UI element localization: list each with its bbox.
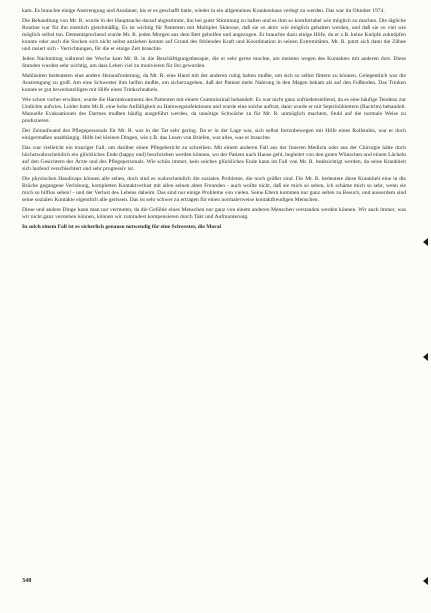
paragraph-9: Diese und andere Dinge kann man nur vermuten, da die Gefühle eines Menschen nur ganz von einem anderen Menschen verstanden werden können. Wir auch immer, was wir nicht ganz verstehen können, können wir zumindest kompensieren durch Takt und Aufmunterung.	[22, 206, 406, 220]
paragraph-3: Jeden Nachmittag während der Woche kam Mr. R. in die Beschäftigungstherapie, die er sehr gerne mochte, am meisten wegen des Kontaktes mit anderen dort. Diese Stunden wurden sehr wichtig, um dass Leben viel zu motivieren für ihn geworden.	[22, 55, 406, 69]
page-number: 348	[22, 577, 32, 584]
margin-tab-mark	[423, 577, 428, 585]
paragraph-10: In solch einem Fall ist es sicherlich genauso notwendig für eine Schwester, die Moral	[22, 223, 222, 230]
paragraph-6: Der Zeitaufwand des Pflegepersonals für Mr. R. war in der Tat sehr gering. Da er in der Lage war, sich selbst fortzubewegen mit Hilfe eines Rollstuhls, war er doch einigermaßen unabhängig. Hilfe bei kleinen Dingen, wie z.B. das Lesen von Briefen, war alles, was er brauchte.	[22, 127, 406, 141]
margin-tab-mark	[423, 353, 428, 361]
paragraph-8: Die physischen Handicaps können alle sehen, doch sind es wahrscheinlich die sozialen Probleme, die noch größer sind. Für Mr. R. bedeutete diese Krankheit eine in die Brüche gegangene Verlobung, kompletten Kontaktverlust mit allen seinen alten Freunden - auch wollte nicht, daß sie mich so sehen, ich schäme mich so sehr, wenn sie mich so hilflos sehen! - und der Verlust des Lebens daheim. Das sind nur einige Probleme von vielen. Seine Eltern kommen nur ganz selten zu Besuch, und ausserdem sind seine sozialen Kontakte eigentlich alle gerissen. Das ist sehr schwer zu ertragen für einen normalerweise kontaktfreudigen Menschen.	[22, 175, 406, 203]
paragraph-4: Mahlzeiten bedeuteten eine andere Herausforderung, da Mr. R. eine Hand mit der anderen ruhig halten mußte, um sich so selbst füttern zu können. Gelegentlich war die Anstrengung zu groß. Am eine Schwester ihm helfen mußte, um sicherzugehen, daß der Patient mehr Nahrung in den Magen bekam als auf den Fußboden. Das Trinken konnte er gut bewerkstelligen mit Hilfe eines Trinkschnabels.	[22, 72, 406, 93]
body-text	[22, 8, 406, 234]
margin-tab-mark	[423, 238, 428, 246]
paragraph-2: Die Behandlung von Mr. R. wurde in der Hauptsache darauf abgestimmt, ihn bei guter Stimmung zu halten und es ihm so komfortabel wie möglich zu machen. Die tägliche Routine war für ihn ziemlich gleichmäßig. Es ist wichtig für Patienten mit Multipler Sklerose, daß sie so aktiv wie möglich gehalten werden, und daß sie so viel wie möglich selbst tun. Dementsprechend wurde Mr. R. jeden Morgen aus dem Bett geholfen und angezogen. Er brauchte dazu einige Hilfe, da er z.B. keine Knöpfe zuknöpfen konnte oder auch die Socken sich nicht selbst anziehen konnte auf Grund des fehlenden Kraft und Koordination in seinen Extremitäten. Mr. R. putzt sich dann die Zähne und rasiert sich - Verrichtungen, für die er einige Zeit brauchte.	[22, 18, 406, 52]
paragraph-1: kam. Es brauchte einige Anstrengung und Ausdauer, bis er es geschafft hatte, wieder in ein allgemeines Krankenhaus verlegt zu werden. Das war im Oktober 1974.	[22, 8, 385, 14]
paragraph-5: Wie schon vorher erwähnt, wurde die Harninkontinenz des Patienten mit einem Gummiurinal behandelt. Es war nicht ganz zufriedenstellend, da es eine häufige Tendenz zur Undichte aufwies. Leider hatte Mr.R. eine hohe Anfälligkeit zu Harnwegsinfektionen und wurde eine solche auftrat, dann wurde er mit Septrinüblettern (Bactrim) behandelt. Manuelle Evakuationen des Darmes mußten häufig ausgeführt werden, da unnötige Schwäche zu für Mr. R. unmöglich machten, Stuhl auf die normale Weise zu produzieren.	[22, 96, 406, 124]
paragraph-7: Das war vielleicht ein trauriger Fall, um darüber einen Pflegebericht zu schreiben. Mit einem anderen Fall aus der Inneren Medizin oder aus der Chirurgie hätte doch höchstwahrscheinlich ein glückliches Ende (happy end) beschrieben werden können, wo der Patient nach Hause geht, begleitet von den guten Wünschen und einem Lächeln auf den Gesichtern der Ärzte und des Pflegepersonals. Wie schön immer, kein solches glückliches Ende kann im Fall von Mr. R. beabsichtigt werden, da seine Krankheit sich laufend verschlechtert und sehr progressiv ist.	[22, 144, 406, 172]
